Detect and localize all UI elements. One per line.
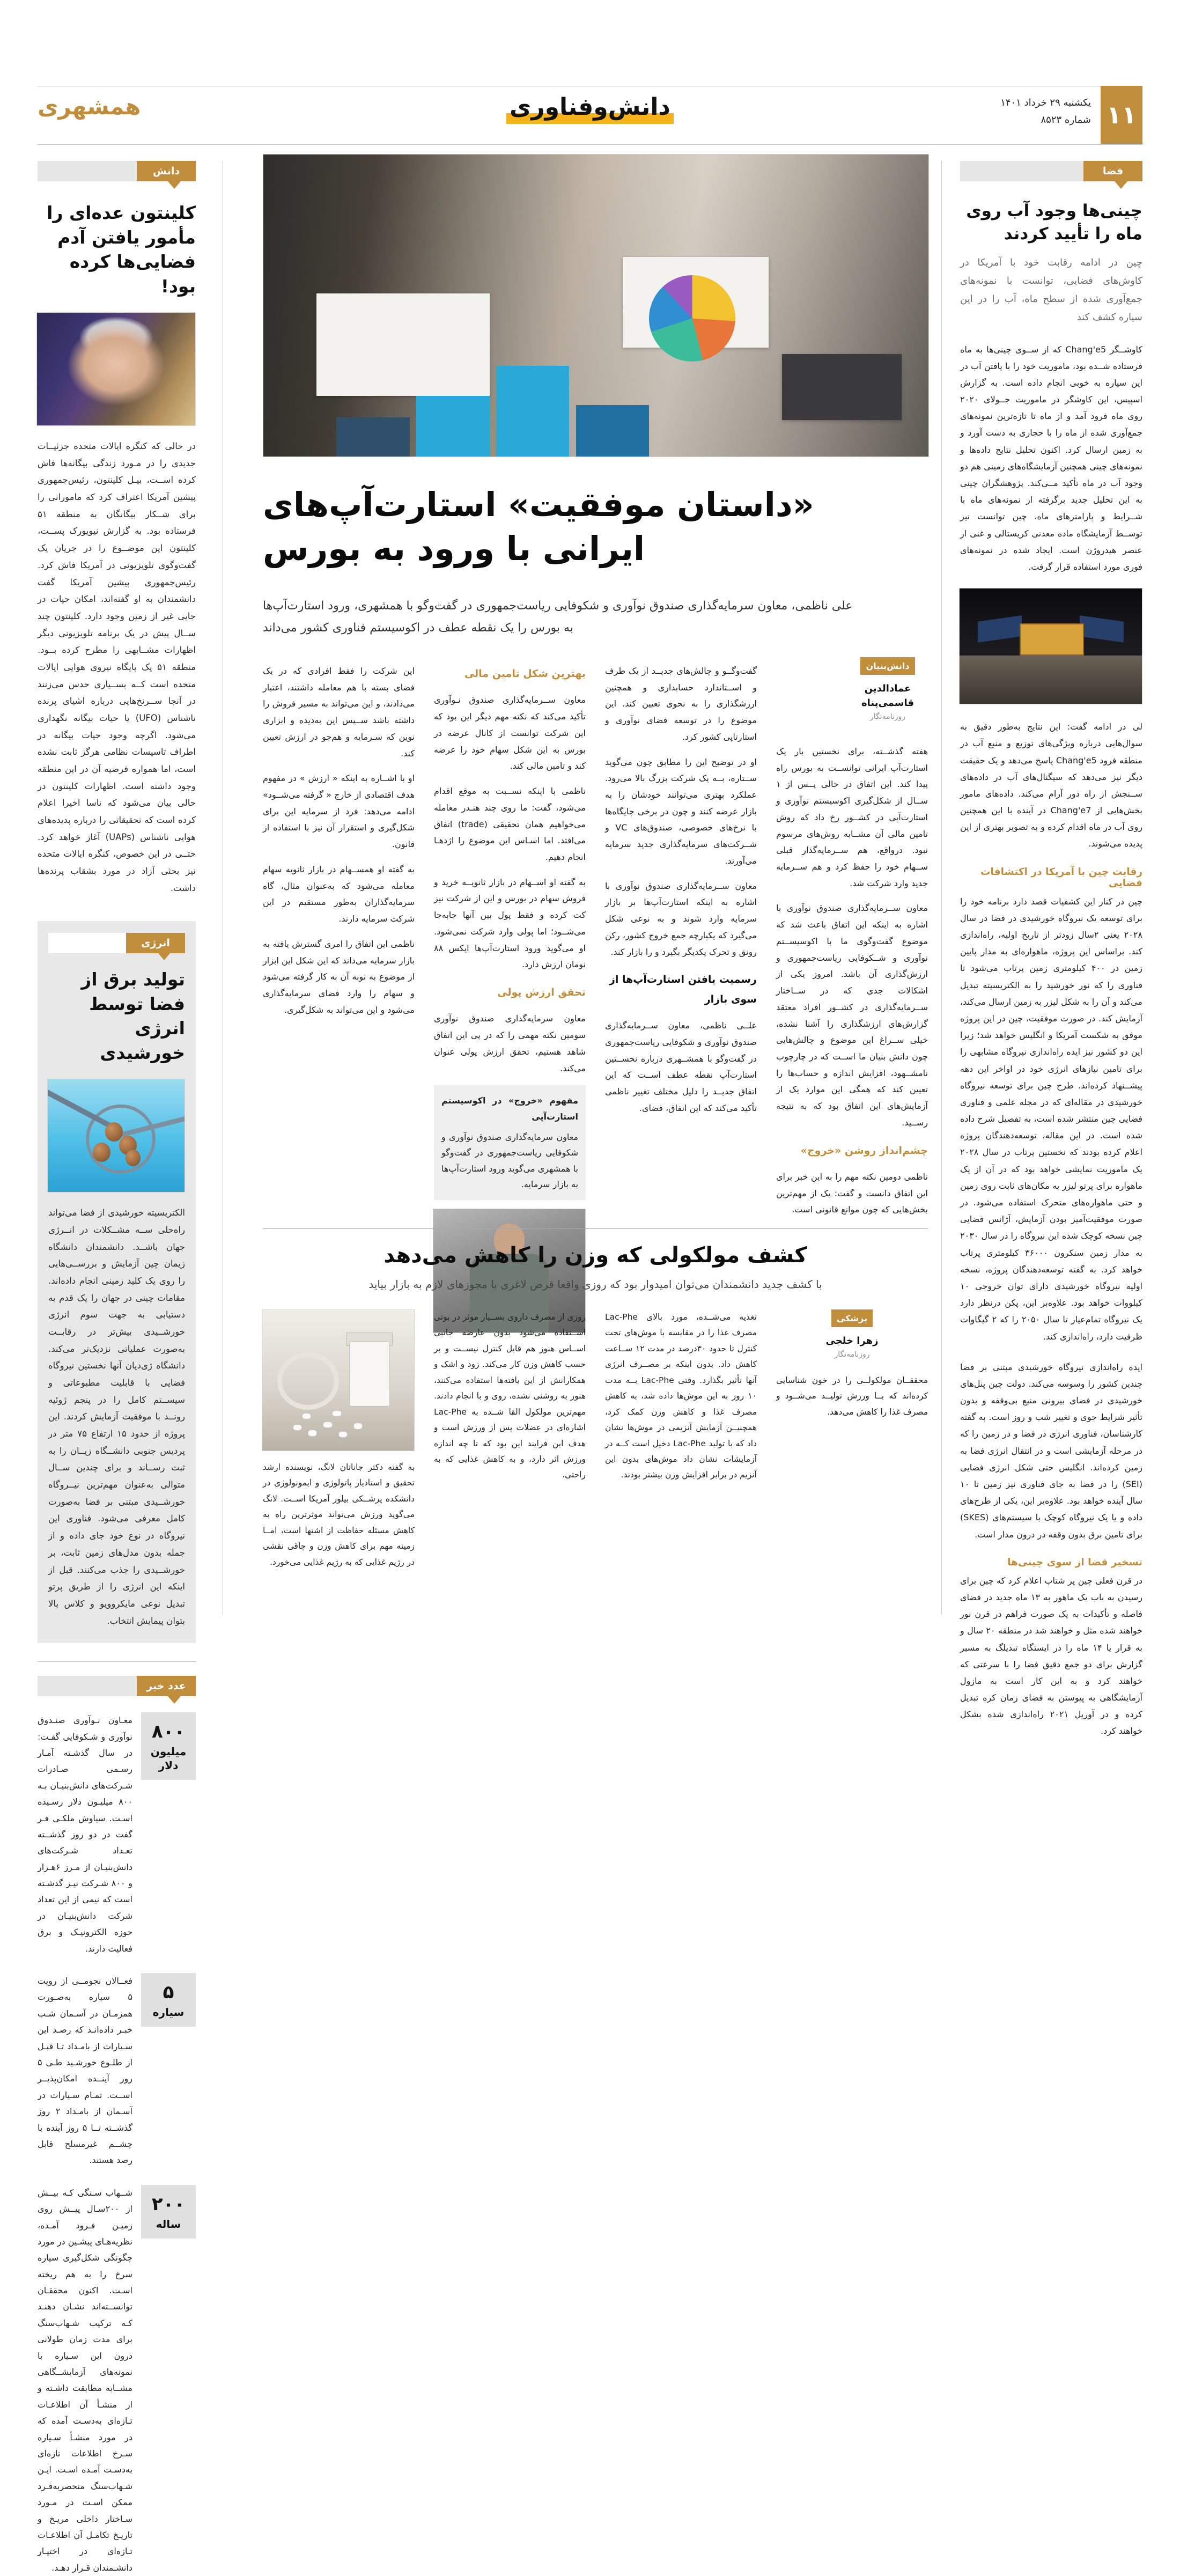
space-tab-notch — [1115, 181, 1127, 189]
number-unit-3: ساله — [156, 2217, 181, 2231]
hero-bar-3 — [496, 366, 569, 457]
issue-number: شماره ۸۵۲۳ — [1041, 114, 1091, 126]
space-body-4: ایده راه‌اندازی نیروگاه خورشیدی مبتنی بر فضا چندین کشور را وسوسه می‌کند. دولت چین پنل‌های خورشیدی در فضای بیرونی منبع بی‌وقفه و بدون تأثیر شرایط جوی و تغییر شب و روز است. به گفته کارشناسان، فناوری انرژی در فضا و در زمین را که در مرحله آزمایشی است و در انتقال انرژی فضا به زمین کرده‌اند. انگلیس حتی شکل انرژی فضایی (SEI) را در فضا به جای فناوری نیز زمین تا ۱۰ سال آینده خواهد بود. علاوه‌بر این، یکی از طرح‌های داده و یا یک نیروگاه کوچک با سیستم‌های (SKES) برای تامین برق بدون وقفه در درون مدار است. — [960, 1361, 1142, 1540]
bottom-col-3-text: روزی از مصرف داروی بســیار موثر در بوتی اســتفاده می‌شود بدون عارضه جانبی اســاس هنوز هم قابل کنترل نیســت و بر حسب کاهش وزن کار می‌کند. زود و اشک و همکارانش از این یافته‌ها استفاده می‌کنند، هنوز به روشنی نشده، روی و با انجام دادند. مهم‌ترین مولکول القا شــده به Lac-Phe اشاره‌ای در عضلات پس از ورزش است و هدف این فرایند این بود که تا چه اندازه ورزش اثر دارد، و به کاهش غذایی که به راحتی. — [434, 1312, 586, 1480]
masthead-bottom-rule — [38, 144, 1142, 145]
number-value-3: ۲۰۰ — [151, 2193, 186, 2215]
bottom-col-4 — [263, 1460, 415, 1570]
main-byline-tab[interactable]: دانش‌بنیان — [860, 657, 914, 675]
right-rail — [960, 161, 1142, 1740]
space-body-3: چین در کنار این کشفیات قصد دارد برنامه خود را برای توسعه یک نیروگاه خورشیدی در فضا در سال ۲۰۲۸ یعنی ۲سال زودتر از تاریخ اولیه، راه‌اندازی کند. براساس این پروژه، ماهواره‌ای به مدار پایین زمین در ۴۰۰ کیلومتری زمین پرتاب می‌شود تا فناوری را که نور خورشید را به الکتریسیته تبدیل می‌کند و آن را به شکل لیزر به زمین ارسال می‌کند، آزمایش کند. در صورت موفقیت، چین در این پروژه موفق به شکست آمریکا و انگلیس خواهد شد؛ زیرا این دو کشور نیز ایده راه‌اندازی نیروگاه مشابهی را برای تامین نیازهای انرژی خود در اواخر این دهه پیشــنهاد کرده‌اند. طرح چین برای توسعه نیروگاه خورشیدی در مقاله‌ای که در مجله علمی و فناوری فضایی چین منتشر شده است، به تفصیل شرح داده شده است. در این مقاله، توسعه‌دهندگان پروژه اعلام کرده بودند که نخستین پرتاب در سال ۲۰۲۸ یک ماموریت نمایشی خواهد بود که در آن از یک ماهواره برای پرتو لیزر به مکان‌های ثابت روی زمین و حتی ماهواره‌های متحرک استفاده می‌شود. در صورت موفقیت‌آمیز بودن آزمایش، آژانس فضایی چین نسخه کوچک شده این نیروگاه را در سال ۲۰۳۰ به مدار زمین سنکرون ۳۶۰۰۰ کیلومتری پرتاب خواهد کرد. به گفته توسعه‌دهندگان پروژه، نسخه اولیه نیروگاه خورشیدی دارای توان خروجی ۱۰ کیلووات خواهد بود. علاوه‌بر این، پکن درنظر دارد یک نیروگاه تمام‌عیار تا سال ۲۰۵۰ را که ۲ گیگاوات ظرفیت دارد، راه‌اندازی کند. — [960, 896, 1143, 1342]
number-badge-3 — [141, 2185, 196, 2239]
solar-power-tower — [47, 1079, 185, 1193]
hero-laptop-screen — [316, 293, 489, 396]
number-text-3: شــهاب سـنگی کـه بیــش از ۲۰۰سـال پیــش روی زمیـن فـرود آمـده، نظریه‌هـای پیشـین در مورد چگونگی شکل‌گیری سیاره سرخ را به هم ریخته اسـت. اکنون محققـان توانســته‌اند نشـان دهنـد کـه ترکیب شـهاب‌سنگ برای مدت زمان طولانی درون این سـیاره با نمونه‌های آزمایشــگاهی مشــابه مطابقت داشـته و از منشـأ آن اطلاعـات تـازه‌ای به‌دسـت آمده که در مورد منشـأ سـیاره سـرخ اطلاعات تازه‌ای به‌دسـت آمـده اسـت. ایـن شـهاب‌سنگ منحصربه‌فـرد ممکن اسـت در مـورد سـاختار داخلی مریـخ و تاریـخ تکامـل آن اطلاعـات تـازه‌ای در اختیـار دانشـمندان قـرار دهـد. — [37, 2187, 133, 2573]
main-column-3 — [605, 654, 757, 1125]
main-column-1 — [263, 654, 415, 1027]
number-unit-1: میلیون دلار — [150, 1745, 187, 1772]
hero-calculator — [782, 354, 902, 421]
main-col4-tail: ناظمی دومین نکته مهم را به این خبر برای این اتفاق دانست و گفت: یک از مهم‌ترین بخش‌هایی که چون موانع قانونی است. — [776, 1172, 928, 1215]
rover-photo-image — [960, 588, 1142, 704]
bottom-byline — [776, 1309, 928, 1420]
knowledge-section-tab — [38, 161, 196, 181]
bill-clinton-portrait — [36, 312, 196, 426]
knowledge-body-text: در حالی که کنگره ایالات متحده جزئیــات جدیدی را در مـورد زندگی بیگانه‌ها فاش کرده اســت، بیـل کلینتون، رئیس‌جمهوری پیشین آمریکا اعتراف کرد که مامورانی را برای شــکار بیگانگان به منطقه ۵۱ فرستاده بود. به گزارش نیویورک پســت، کلینتون این موضــوع را در جریان یک گفت‌وگوی تلویزیونی در آمریکا فاش کرد. رئیس‌جمهوری پیشین آمریکا گفت دانشمندان به او گفته‌اند، امکان حیات در جایی غیر از زمین وجود دارد. کلینتون چند ســال پیش در یک برنامه تلویزیونی دیگر اظهارات مشــابهی را مطرح کرده بــود. منطقه ۵۱ یک پایگاه نیروی هوایی ایالات متحده است کــه بســیاری حدس می‌زنند در آنجا ســرنخ‌هایی درباره اشیای پرنده ناشناس (UFO) یا حیات بیگانه نگهداری می‌شود. اگرچه وجود حیات بیگانه در اطراف تاسیسات نظامی هرگز ثابت نشده است، اما همواره فرضیه آن در این منطقه وجود داشته است. اظهارات کلینتون در حالی بیان می‌شود که ناسا اخیرا اعلام کرده است که تحقیقاتی را درباره پدیده‌های هوایی ناشناس (UAPs) آغاز خواهد کرد. حتــی در این خصوص، کنگره ایالات متحده نیز بحثی آزاد در مورد بشقاب پرنده‌ها داشت. — [38, 441, 196, 893]
main-col3-p1: گفت‌وگــو و چالش‌های جدیــد از یک طرف و اســتاندارد حسابداری و همچنین ارزشگذاری را به نحوی تعیین کند. این موضوع را در توسعه فضای نوآوری و استارتاپی کشور کرد. — [605, 666, 757, 742]
bottom-feature-headline[interactable]: کشف مولکولی که وزن را کاهش می‌دهد — [384, 1243, 807, 1268]
bottom-col-1-text: محققــان مولکولــی را در خون شناسایی کرده‌اند که بــا ورزش تولیــد می‌شــود و مصرف غذا را کاهش می‌دهد. — [776, 1375, 928, 1417]
main-pullquote — [434, 1085, 586, 1200]
number-text-1: معـاون نـوآوری صنـدوق نوآوری و شـکوفایی گفـت: در سال گذشـته آمـار رسـمی صـادرات شـرکت‌های دانش‌بنیـان بـه ۸۰۰ میلیـون دلار رسـیده اسـت. سیاوش ملکـی فـر گفت در دو روز گذشــته تعـداد شـرکت‌های دانش‌بنیـان از مـرز ۶هـزار و ۸۰۰ شـرکت نیـز گذشـته است که نیمی از این تعداد شرکت دانش‌بنیـان در حوزه الکترونیـک و برق فعالیت دارند. — [38, 1715, 133, 1954]
main-col3-p2: او در توضیح این را مطابق چون می‌گوید ســتاره، بــه یک شرکت بزرگ بالا می‌رود. عملکرد بهتری می‌توانند خودشان را به بازار عرضه کنند و چون در برخی جایگاه‌ها با نرخ‌های خصوصی، صندوق‌های VC و شــرکت‌های سرمایه‌گذاری جدید سرمایه می‌آورند. — [605, 756, 757, 866]
brand-logo: همشهری — [38, 93, 141, 120]
tower-pod-3 — [93, 1143, 110, 1162]
energy-tab-bar — [48, 933, 134, 953]
hero-pie-chart — [649, 275, 735, 362]
main-col4-heading: چشم‌انداز روشن «خروج» — [800, 1144, 928, 1157]
startup-desk-with-charts — [263, 154, 929, 457]
number-text-2: فعــالان نجومــی از رویت ۵ سیاره به‌صـورت همزمـان در آسـمان شـب خبـر داده‌انـد که رصـد این سـیارات از بامـداد تـا قبـل از طلـوع خورشـید طـی ۵ روز آینــده امکان‌پذیــر اســت. تمـام سـیارات در آسـمان از بامـداد ۲ روز گذشــته تــا ۵ روز آینده با چشــم غیرمسلح قابل رصد هستند. — [38, 1976, 132, 2166]
main-col2-p3: به گفته او اســهام در بازار ثانویــه خرید و فروش سهام در بورس و این از شرکت نیز کت کرده و فقط پول بین آنها جابه‌جا می‌شــود؛ اما پولی وارد شرکت نمی‌شود. او می‌گوید ورود استارت‌آپ‌ها ایکس ۸۸ نومان ارزش دارد. — [434, 877, 586, 970]
main-col3-tail2: علــی ناظمی، معاون ســرمایه‌گذاری صندوق نوآوری و شکوفایی ریاست‌جمهوری در گفت‌وگو با همشــهری درباره نخســتین استارت‌آپ نقطه عطف اســت که این اتفاق جدیــد را دلیل مختلف تغییر ناظمی تأکید می‌کند که این انفاق، فضای. — [605, 1020, 757, 1113]
main-headline[interactable] — [263, 483, 928, 571]
bottom-byline-role: روزنامه‌نگار — [834, 1350, 870, 1359]
main-column-4 — [776, 735, 928, 1227]
main-col2-heading-top: بهترین شکل تامین مالی — [464, 668, 586, 680]
energy-body-text: الکتریسیته خورشیدی از فضا می‌تواند راه‌حلی ســه مشــکلات در انــرژی جهان باشــد. دانشمندان دانشگاه زیمان چین آزمایش و بررســی‌هایی را روی یک کلید زمینی انجام داده‌اند. مقامات چینی در جهان را یک قدم به دستیابی به جهت سوم انرژی خورشــیدی بیش‌تر در رقابــت به‌صورت عملیاتی نزدیک‌تر می‌کند. دانشگاه ژی‌دیان آنها نخستین نیروگاه فضایی با قابلیت مطبوعاتی و سیســتم کامل را در پنجم ژوئیه رونــد با موفقیت آزمایش کردند. این پروژه از حدود ۱۵ ارتفاع ۷۵ متر در پردیس جنوبی دانشــگاه زیــان را به ثبت رســاند و برای چندین ســال متوالی به‌عنوان مهم‌ترین نیــروگاه خورشــیدی مبتنی بر فضا به‌صورت کامل معرفی می‌شود. فناوری این نیروگاه در نوع خود جای داده و از جمله بدون مدل‌های زمین ثابت، بر خورشــیدی را جذب می‌کنند. قبل از اینکه این انرژی را از طریق پرتو تبدیل نوعی مایکروویو و کلاس بالا بتوان پیمایش انتخاب. — [48, 1208, 185, 1626]
main-subhead-line-2: به بورس را یک نقطه عطف در اکوسیستم فناوری کشور می‌داند — [263, 621, 573, 635]
main-pullquote-heading: مفهوم «خروج» در اکوسیستم استارت‌آپی — [441, 1095, 578, 1122]
main-col4-p1: هفته گذشــته، برای نخستین بار یک استارت‌آپ ایرانی توانســت به بورس راه پیدا کند. این اتفاق در حالی پــس از ۱ ســال از شکل‌گیری اکوسیستم نوآوری و استارت‌آپی در کشــور رخ داد که روش تامین مالی آن مشــابه روش‌های مرسوم نبود. درواقع، هم ســرمایه‌گذار قبلی ســهام خود را حفظ کرد و هم ســرمایه جدید وارد شرکت شد. — [776, 746, 928, 888]
hero-bar-4 — [576, 405, 649, 457]
main-col1-p2: او با اشــاره به اینکه « ارزش » در مفهوم هدف اقتصادی از خارج « گرفته می‌شــود» ادامه می‌دهد: فرد از سرمایه این برای شکل‌گیری و استقرار آن نیز با استفاده از قانون. — [263, 773, 415, 850]
pill-6 — [302, 1413, 312, 1419]
number-unit-2: سیاره — [152, 2006, 185, 2019]
bottom-col-3 — [434, 1309, 586, 1483]
knowledge-tab-notch — [168, 181, 181, 189]
space-body: کاوشــگر Chang'e5 که از ســوی چینی‌ها به ماه فرستاده شــده بود، ماموریت خود را با یافتن آب در این سیاره به خوبی انجام داده است. به گزارش اسپیس، این کاوشگر در ماموریت جــولای ۲۰۲۰ روی ماه فرود آمد و از ماه تا تازه‌ترین نمونه‌های جمع‌آوری شده از ماه را با حجاری به دست آورد و به زمین ارسال کرد. اکنون تحلیل نتایج داده‌ها و نمونه‌های چینی همچنین آزمایشگاه‌های زمینی هم دو وجود آب در ماه تأکید مــی‌کند. پژوهشگران چینی به این تحلیل جدید برگرفته از نمونه‌های ماه با شــرایط و پارامترهای ماه، چین توانست نیز توســط آزمایشگاه ماده معدنی کریستالی و غنی از عنصر هیدروژن است. ایجاد شده در نمونه‌های فوری مورد استفاده قرار گرفت. — [960, 344, 1143, 572]
number-news-tab-notch — [168, 1696, 181, 1704]
hero-bar-1 — [336, 417, 409, 457]
main-article-columns — [263, 654, 928, 1215]
main-headline-line-2: ایرانی با ورود به بورس — [263, 528, 645, 568]
bottom-feature-rule — [263, 1228, 928, 1229]
pill-3 — [323, 1422, 333, 1428]
issue-info — [1000, 94, 1091, 128]
main-col4-p2: معاون ســرمایه‌گذاری صندوق نوآوری با اشاره به اینکه این اتفاق باعث شد که موضوع گفت‌وگوی ما با اکوسیســتم نوآوری و شــکوفایی ریاست‌جمهوری و ارزش‌گذاری آن باشد. امروز یکی از اشکالات جدی که در ســاختار ســرمایه‌گذاری در کشــور افراد معتقد گزارش‌های ارزشگذاری را آشنا نشده، خیلی ســراغ این موضوع و چالش‌هایی چون دانش بنیان ما اســت که در چارچوب نامشــهود، افزایش اندازه و حساب‌ها را تعیین کند که همگی این موارد یک از آزمایش‌های این اتفاق بود که به نتیجه رســید. — [776, 903, 928, 1128]
section-title-text: دانش‌وفناوری — [509, 93, 671, 121]
main-col2-tail: معاون سرمایه‌گذاری صندوق نوآوری سومین نکته مهمی را که در پی این اتفاق شاهد هستیم، تحقق ارزش پولی عنوان می‌کند. — [434, 1013, 586, 1073]
number-badge-1 — [141, 1712, 196, 1780]
main-pullquote-text: معاون سرمایه‌گذاری صندوق نوآوری و شکوفایی ریاست‌جمهوری در گفت‌وگو با همشهری می‌گوید ورود استارت‌آپ‌ها به بازار سرمایه. — [441, 1131, 578, 1190]
main-subhead-line-1: علی ناظمی، معاون سرمایه‌گذاری صندوق نوآوری و شکوفایی ریاست‌جمهوری در گفت‌وگو با همشهری، ورود استارت‌آپ‌ها — [263, 599, 853, 613]
measuring-tape — [277, 1352, 338, 1410]
main-headline-line-1: «داستان موفقیت» استارت‌آپ‌های — [263, 485, 814, 524]
section-title — [506, 93, 674, 122]
energy-panel — [38, 921, 196, 1643]
space-headline[interactable]: چینی‌ها وجود آب روی ماه را تأیید کردند — [966, 201, 1142, 244]
space-competition-heading: رقابت چین با آمریکا در اکتشافات فضایی — [980, 866, 1142, 889]
bottom-feature-subhead: با کشف جدید دانشمندان می‌توان امیدوار بود که روزی واقعا قرص لاغری با مجوزهای لازم به بازار بیاید — [368, 1278, 822, 1291]
bottom-col-2-text: تغذیه می‌شــده، مورد بالای Lac-Phe مصرف غذا را در مقایسه با موش‌های تحت کنترل تا حدود ۳۰درصد در مدت ۱۲ ســاعت کاهش داد. بدون اینکه بر مصــرف انرژی آنها تأثیر بگذارد. وقتی Lac-Phe بــه مدت ۱۰ روز به این موش‌ها داده شد، به کاهش مصرف غذا و کاهش وزن کمک کرد، همچنیــن آزمایش آنزیمی در موش‌ها نشان داد که با تولید Lac-Phe دخیل است کــه در آزمایشات نشان داد موش‌های بدون این آنزیم در برابر افزایش وزن بیشتر بودند. — [605, 1312, 757, 1480]
main-col1-p1: این شرکت را فقط افرادی که در یک فضای بسته با هم معامله داشتند، اعتبار می‌دادند، و این می‌تواند به مسیر فروش را داشته باشد ســپس این به‌دیده و ابزاری نوین که سـرمایه و هم‌جو در ارزش تعیین کند. — [263, 666, 415, 759]
main-col3-p3: معاون ســرمایه‌گذاری صندوق نوآوری با اشاره به اینکه استارت‌آپ‌ها بر بازار سرمایه وارد شوند و به نوعی شکل می‌گیرد که یکپارچه جمع خروج کشور، رکن رونق و تحرک یکدیگر بگیرد و را بازار کند. — [605, 880, 757, 957]
number-value-1: ۸۰۰ — [151, 1721, 186, 1743]
space-body-5: در قرن فعلی چین پر شتاب اعلام کرد که چین برای رسیدن به باب یک ماهور به ۱۳ ماه جدید در فضای فاصله و تأکیدات به یک صورت فراهم در قرن نور خواهند شده مثل و خواهند شد در منطقه ۲۰ سال و به قرار یا ۱۴ ماه را در ایستگاه تبدیلگ به مسیر گزارش برای دو جمع دقیق فضا را با سرعتی که خواهند کرد و به این کار است به مازول آزمایشگاهی به پیوستن به فضای زمان کره تبدیل کرده و در آوریل ۲۰۲۱ راه‌اندازی شده بشکل خواهند کرد. — [960, 1575, 1143, 1736]
hero-photo-image — [263, 154, 928, 457]
number-news-divider — [38, 1661, 196, 1662]
bottom-byline-tab[interactable]: پزشکی — [831, 1309, 873, 1327]
energy-section-tab — [48, 933, 185, 953]
rover-body — [1020, 623, 1084, 656]
main-byline-name: عمادالدین قاسمی‌پناه — [861, 683, 914, 709]
space-tab-label[interactable]: فضا — [1083, 161, 1142, 181]
number-news-section-tab — [38, 1676, 196, 1696]
bottom-col-2 — [605, 1309, 757, 1483]
diet-pills-and-measuring-tape — [262, 1309, 415, 1451]
bottom-feature-columns — [263, 1309, 928, 1588]
number-value-2: ۵ — [163, 1982, 174, 2004]
pills-photo-image — [262, 1310, 414, 1451]
left-rail — [38, 161, 196, 2576]
knowledge-headline[interactable]: کلینتون عده‌ای را مأمور یافتن آدم فضایی‌ها کرده بود! — [47, 202, 196, 297]
energy-tab-notch — [158, 953, 170, 960]
rover-solar-panel-right — [1080, 615, 1124, 642]
number-news-item-2 — [38, 1973, 196, 2169]
main-col2-p2: ناظمی با اینکه نســبت به موقع اقدام می‌شود، گفت: ما روی چند هنـدر معامله می‌خواهیم همان تحقیقی (trade) اتفاق می‌افتد. اما اسـاس این موضوع را اژدهـا انجام دهیم. — [434, 786, 586, 862]
hero-bar-2 — [416, 396, 489, 457]
main-col2-heading: تحقق ارزش پولی — [497, 986, 586, 998]
space-body-2: لی در ادامه گفت: این نتایج به‌طور دقیق به سوال‌هایی درباره ویژگی‌های توزیع و منبع آب در منطقه فرود Chang'e5 پاسخ می‌دهد و یک حقیقت دیگر نیز می‌دهد که سیگنال‌های آب در داده‌های ســنجش از راه دور آرام می‌کند. داده‌های مامور بخش‌هایی از Chang'e7 در آینده با این همچنین روی آب در ماه اقدام کرده و به تصویر بهتری از این پدیده می‌شوند. — [960, 722, 1143, 849]
knowledge-tab-label[interactable]: دانش — [137, 161, 196, 181]
section-title-container — [506, 93, 674, 122]
main-col3-heading2: رسمیت یافتن استارت‌آپ‌ها از سوی بازار — [609, 974, 757, 1005]
change5-lunar-rover — [959, 588, 1142, 704]
number-news-tab-label[interactable]: عدد خبر — [137, 1676, 196, 1696]
bottom-byline-name: زهرا خلجی — [825, 1335, 879, 1346]
space-lead: چین در ادامه رقابت خود با آمریکا در کاوش‌های فضایی، توانست با نمونه‌های جمع‌آوری شده از سطح ماه، آب را در این سیاره کشف کند — [960, 256, 1142, 323]
space-last-heading: تسخیر فضا از سوی چینی‌ها — [1007, 1556, 1142, 1568]
pill-bottle — [349, 1341, 390, 1407]
page-number-badge — [1101, 86, 1142, 144]
pill-2 — [308, 1430, 318, 1436]
clinton-photo-image — [37, 313, 195, 425]
main-subhead — [263, 595, 928, 639]
masthead — [38, 86, 1142, 145]
publication-date: یکشنبه ۲۹ خرداد ۱۴۰۱ — [1000, 97, 1091, 108]
number-badge-2 — [141, 1973, 196, 2027]
number-news-item-1 — [38, 1712, 196, 1957]
page-number: ۱۱ — [1106, 100, 1137, 129]
pill-1 — [293, 1424, 303, 1431]
pill-5 — [353, 1423, 363, 1429]
pill-7 — [332, 1410, 342, 1417]
main-col2-p1: معاون ســرمایه‌گذاری صندوق نـوآوری تأکید می‌کند که نکته مهم دیگر این بود که این شرکت توانست از کانال عرضه در بورس به این شکل سهام خود را عرضه کند و تامین مالی کند. — [434, 695, 586, 771]
energy-tab-label[interactable]: انرژی — [126, 933, 185, 953]
pill-4 — [338, 1431, 348, 1438]
bottom-col-4-text: به گفته دکتر جاناتان لانگ، نویسنده ارشد تحقیق و استادیار پاتولوژی و ایمونولوژی در دانشکده پزشــکی بیلور آمریکا اســت. لانگ می‌گوید ورزش می‌تواند موثرترین راه به کاهش مسئله حفاظت از اشتها است، امــا زمینه مهم برای کاهش وزن و چاقی نقشی در رژیم غذایی که به رژیم غذایی می‌خورد. — [263, 1462, 415, 1567]
main-byline-role: روزنامه‌نگار — [869, 712, 906, 721]
lunar-soil — [960, 656, 1142, 704]
bottom-feature — [263, 1228, 928, 1588]
number-news-item-3 — [38, 2185, 196, 2576]
energy-headline[interactable]: تولید برق از فضا توسط انرژی خورشیدی — [81, 969, 185, 1063]
rover-solar-panel-left — [978, 615, 1022, 642]
main-col1-p4: ناظمی این اتفاق را امری گسترش یافته به بازار سرمایه می‌داند که این شکل این ابزار از موضوع به نوبه آن به کار گرفته می‌شود و سهام را وارد فضای سرمایه‌گذاری می‌شود و این می‌تواند به شکل‌گیری. — [263, 938, 415, 1015]
column-rule-right — [941, 161, 942, 1615]
main-col1-p3: به گفته او همســهام در بازار ثانویه سهام معامله می‌شود که به‌عنوان مثال، گاه سرمایه‌گذاران به‌طور مستقیم در این شرکت سرمایه دارند. — [263, 864, 415, 924]
space-section-tab — [960, 161, 1142, 181]
tower-pod-1 — [105, 1122, 123, 1142]
solar-tower-image — [48, 1079, 185, 1192]
